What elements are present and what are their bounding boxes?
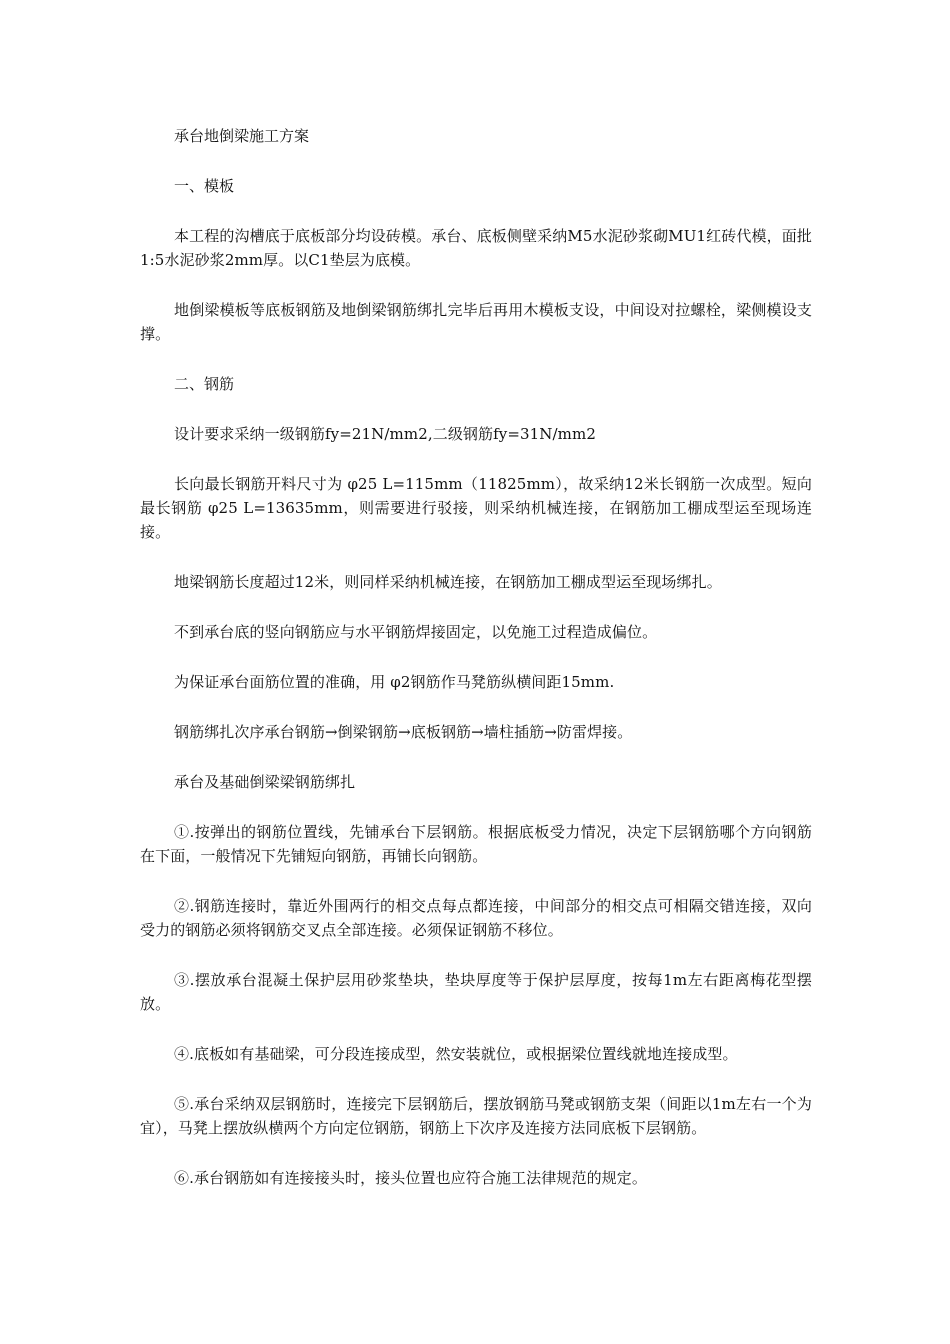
step-6: ⑥.承台钢筋如有连接接头时，接头位置也应符合施工法律规范的规定。 bbox=[174, 1169, 647, 1187]
paragraph-rebar-5: 为保证承台面筋位置的准确，用 φ2钢筋作马凳筋纵横间距15mm. bbox=[174, 673, 615, 691]
document-title: 承台地倒梁施工方案 bbox=[174, 127, 310, 145]
paragraph-formwork-2: 地倒梁模板等底板钢筋及地倒梁钢筋绑扎完毕后再用木模板支设，中间设对拉螺栓，梁侧模设支撑。 bbox=[140, 301, 812, 343]
paragraph-formwork-1: 本工程的沟槽底于底板部分均设砖模。承台、底板侧壁采纳M5水泥砂浆砌MU1红砖代模，面批1:5水泥砂浆2mm厚。以C1垫层为底模。 bbox=[140, 227, 812, 269]
paragraph-rebar-3: 地梁钢筋长度超过12米，则同样采纳机械连接，在钢筋加工棚成型运至现场绑扎。 bbox=[174, 573, 722, 591]
section-heading-rebar: 二、钢筋 bbox=[174, 375, 235, 393]
paragraph-rebar-4: 不到承台底的竖向钢筋应与水平钢筋焊接固定，以免施工过程造成偏位。 bbox=[174, 623, 658, 641]
step-5: ⑤.承台采纳双层钢筋时，连接完下层钢筋后，摆放钢筋马凳或钢筋支架（间距以1m左右一个为宜），马凳上摆放纵横两个方向定位钢筋，钢筋上下次序及连接方法同底板下层钢筋。 bbox=[140, 1095, 812, 1137]
paragraph-rebar-1: 设计要求采纳一级钢筋fy=21N/mm2,二级钢筋fy=31N/mm2 bbox=[174, 425, 596, 443]
step-3: ③.摆放承台混凝土保护层用砂浆垫块，垫块厚度等于保护层厚度，按每1m左右距离梅花型摆放。 bbox=[140, 971, 812, 1013]
document-body bbox=[140, 124, 812, 1216]
paragraph-rebar-2: 长向最长钢筋开料尺寸为 φ25 L=115mm（11825mm），故采纳12米长钢筋一次成型。短向最长钢筋 φ25 L=13635mm，则需要进行驳接，则采纳机械连接，在钢筋加工棚成型运至现场连接。 bbox=[140, 475, 812, 541]
step-4: ④.底板如有基础梁，可分段连接成型，然安装就位，或根据梁位置线就地连接成型。 bbox=[174, 1045, 738, 1063]
step-1: ①.按弹出的钢筋位置线，先铺承台下层钢筋。根据底板受力情况，决定下层钢筋哪个方向钢筋在下面，一般情况下先铺短向钢筋，再铺长向钢筋。 bbox=[140, 823, 812, 865]
section-heading-formwork: 一、模板 bbox=[174, 177, 235, 195]
paragraph-rebar-6: 钢筋绑扎次序承台钢筋→倒梁钢筋→底板钢筋→墙柱插筋→防雷焊接。 bbox=[174, 723, 633, 741]
paragraph-rebar-7: 承台及基础倒梁梁钢筋绑扎 bbox=[174, 773, 356, 791]
step-2: ②.钢筋连接时，靠近外围两行的相交点每点都连接，中间部分的相交点可相隔交错连接，双向受力的钢筋必须将钢筋交叉点全部连接。必须保证钢筋不移位。 bbox=[140, 897, 812, 939]
